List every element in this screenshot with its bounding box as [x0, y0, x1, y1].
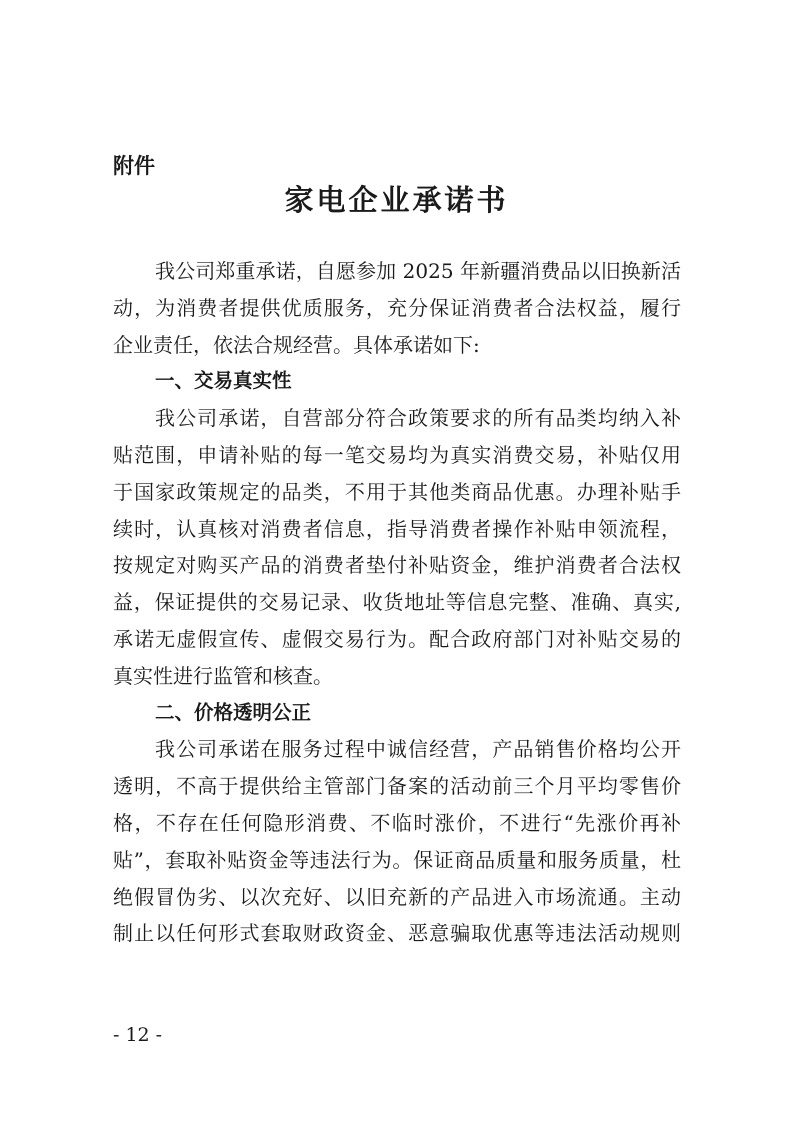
body-line: 续时，认真核对消费者信息，指导消费者操作补贴申领流程， [113, 516, 681, 541]
body-line: 贴范围，申请补贴的每一笔交易均为真实消费交易，补贴仅用 [113, 442, 681, 467]
body-line: 透明，不高于提供给主管部门备案的活动前三个月平均零售价 [113, 774, 681, 799]
body-line: 格，不存在任何隐形消费、不临时涨价，不进行“先涨价再补 [113, 810, 681, 835]
document-title: 家电企业承诺书 [284, 183, 509, 217]
body-line: 贴”，套取补贴资金等违法行为。保证商品质量和服务质量，杜 [113, 847, 681, 872]
body-line: 按规定对购买产品的消费者垫付补贴资金，维护消费者合法权 [113, 553, 681, 578]
body-line: 动，为消费者提供优质服务，充分保证消费者合法权益，履行 [113, 295, 681, 320]
body-line: 企业责任，依法合规经营。具体承诺如下: [113, 332, 480, 357]
attachment-label: 附件 [113, 154, 155, 178]
body-line: 绝假冒伪劣、以次充好、以旧充新的产品进入市场流通。主动 [113, 884, 681, 909]
body-line: 我公司郑重承诺，自愿参加 2025 年新疆消费品以旧换新活 [155, 259, 681, 283]
body-line: 我公司承诺在服务过程中诚信经营，产品销售价格均公开 [155, 737, 681, 762]
document-body [113, 253, 681, 952]
section-heading: 一、交易真实性 [155, 369, 292, 393]
body-line: 益，保证提供的交易记录、收货地址等信息完整、准确、真实, [113, 590, 681, 615]
body-line: 真实性进行监管和核查。 [113, 663, 333, 688]
body-line: 承诺无虚假宣传、虚假交易行为。配合政府部门对补贴交易的 [113, 626, 681, 651]
body-line: 于国家政策规定的品类，不用于其他类商品优惠。办理补贴手 [113, 479, 681, 504]
page-number: - 12 - [113, 1024, 163, 1046]
body-line: 制止以任何形式套取财政资金、恶意骗取优惠等违法活动规则 [113, 921, 681, 946]
body-line: 我公司承诺，自营部分符合政策要求的所有品类均纳入补 [155, 406, 681, 431]
section-heading: 二、价格透明公正 [155, 700, 312, 724]
